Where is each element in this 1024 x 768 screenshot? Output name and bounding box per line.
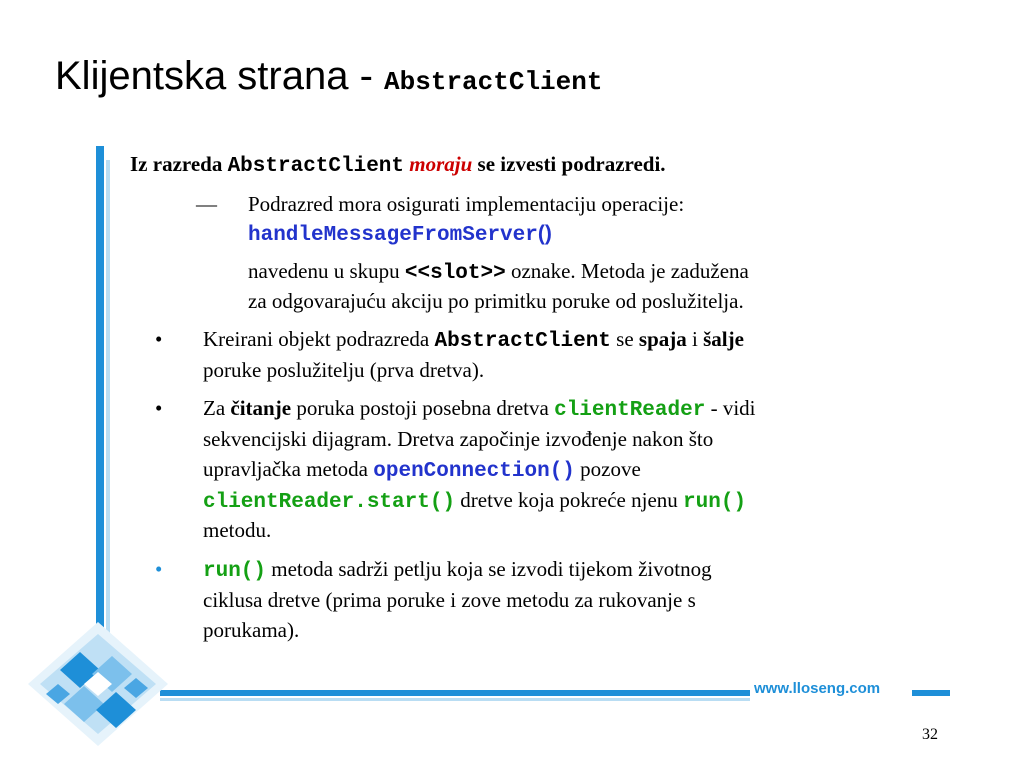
- b1-bold-2: šalje: [703, 327, 744, 351]
- b1-code: AbstractClient: [434, 330, 611, 353]
- b2-text-4: upravljačka metoda: [203, 457, 374, 481]
- b2-code-start: clientReader.start(): [203, 491, 456, 514]
- bullet-2-line-4: [203, 486, 746, 517]
- bullet-2-line-1: [203, 394, 756, 425]
- sub-text-2: oznake. Metoda je zadužena: [505, 259, 749, 283]
- b1-text-3: i: [686, 327, 704, 351]
- sub-line-4: za odgovarajuću akciju po primitku poruke od poslužitelja.: [248, 289, 744, 313]
- frame-horizontal-bar-right: [912, 690, 950, 696]
- slide-title: [55, 52, 602, 106]
- bullet-2-line-2: sekvencijski dijagram. Dretva započinje izvođenje nakon što: [203, 427, 714, 451]
- bullet-3-line-1: [203, 555, 712, 586]
- intro-code: AbstractClient: [227, 155, 405, 178]
- sub-code: handleMessageFromServer: [248, 224, 538, 247]
- sub-code-parens: (): [537, 222, 552, 245]
- site-url: www.lloseng.com: [754, 680, 881, 697]
- bullet-2-marker: •: [155, 396, 163, 420]
- b2-text-2: poruka postoji posebna dretva: [291, 396, 555, 420]
- bullet-3-marker: •: [155, 557, 163, 581]
- bullet-1-line-1: [203, 325, 744, 356]
- b2-code-clientreader: clientReader: [554, 399, 706, 422]
- frame-vertical-bar-light: [106, 160, 110, 680]
- bullet-3-line-3: porukama).: [203, 618, 300, 642]
- page-number: 32: [922, 726, 938, 743]
- bullet-1-line-2: poruke poslužitelju (prva dretva).: [203, 358, 485, 382]
- frame-vertical-bar: [96, 146, 104, 694]
- intro-text-end: se izvesti podrazredi.: [472, 152, 666, 176]
- bullet-1-marker: •: [155, 327, 163, 351]
- intro-emphasis: moraju: [409, 152, 473, 176]
- b2-text-3: - vidi: [705, 396, 756, 420]
- b1-bold-1: spaja: [638, 327, 687, 351]
- bullet-3-line-2: ciklusa dretve (prima poruke i zove metodu za rukovanje s: [203, 588, 696, 612]
- bullet-2-line-3: [203, 455, 641, 486]
- sub-line-3: [248, 257, 749, 288]
- intro-text: Iz razreda: [130, 152, 228, 176]
- slide-title-text: Klijentska strana -: [55, 54, 385, 98]
- b3-code-run: run(): [203, 560, 267, 583]
- decorative-tiles-icon: [28, 622, 168, 746]
- b2-code-run: run(): [683, 491, 747, 514]
- b2-code-openconnection: openConnection(): [373, 460, 575, 483]
- sub-line-1: Podrazred mora osigurati implementaciju operacije:: [248, 192, 685, 216]
- b2-text: Za: [203, 396, 231, 420]
- b2-bold: čitanje: [230, 396, 292, 420]
- frame-horizontal-bar: [160, 690, 750, 696]
- sub-slot-code: <<slot>>: [404, 262, 506, 285]
- b3-text: metoda sadrži petlju koja se izvodi tijekom životnog: [271, 557, 712, 581]
- slide-title-code: AbstractClient: [384, 67, 603, 97]
- b2-text-5: pozove: [574, 457, 641, 481]
- intro-line: [130, 150, 666, 181]
- bullet-2-line-5: metodu.: [203, 518, 272, 542]
- b1-text-2: se: [610, 327, 639, 351]
- sub-line-2: [248, 219, 552, 250]
- sub-text-1: navedenu u skupu: [248, 259, 405, 283]
- frame-horizontal-bar-light: [160, 698, 750, 701]
- b2-text-6: dretve koja pokreće njenu: [455, 488, 684, 512]
- b1-text: Kreirani objekt podrazreda: [203, 327, 435, 351]
- sub-dash: —: [196, 192, 217, 216]
